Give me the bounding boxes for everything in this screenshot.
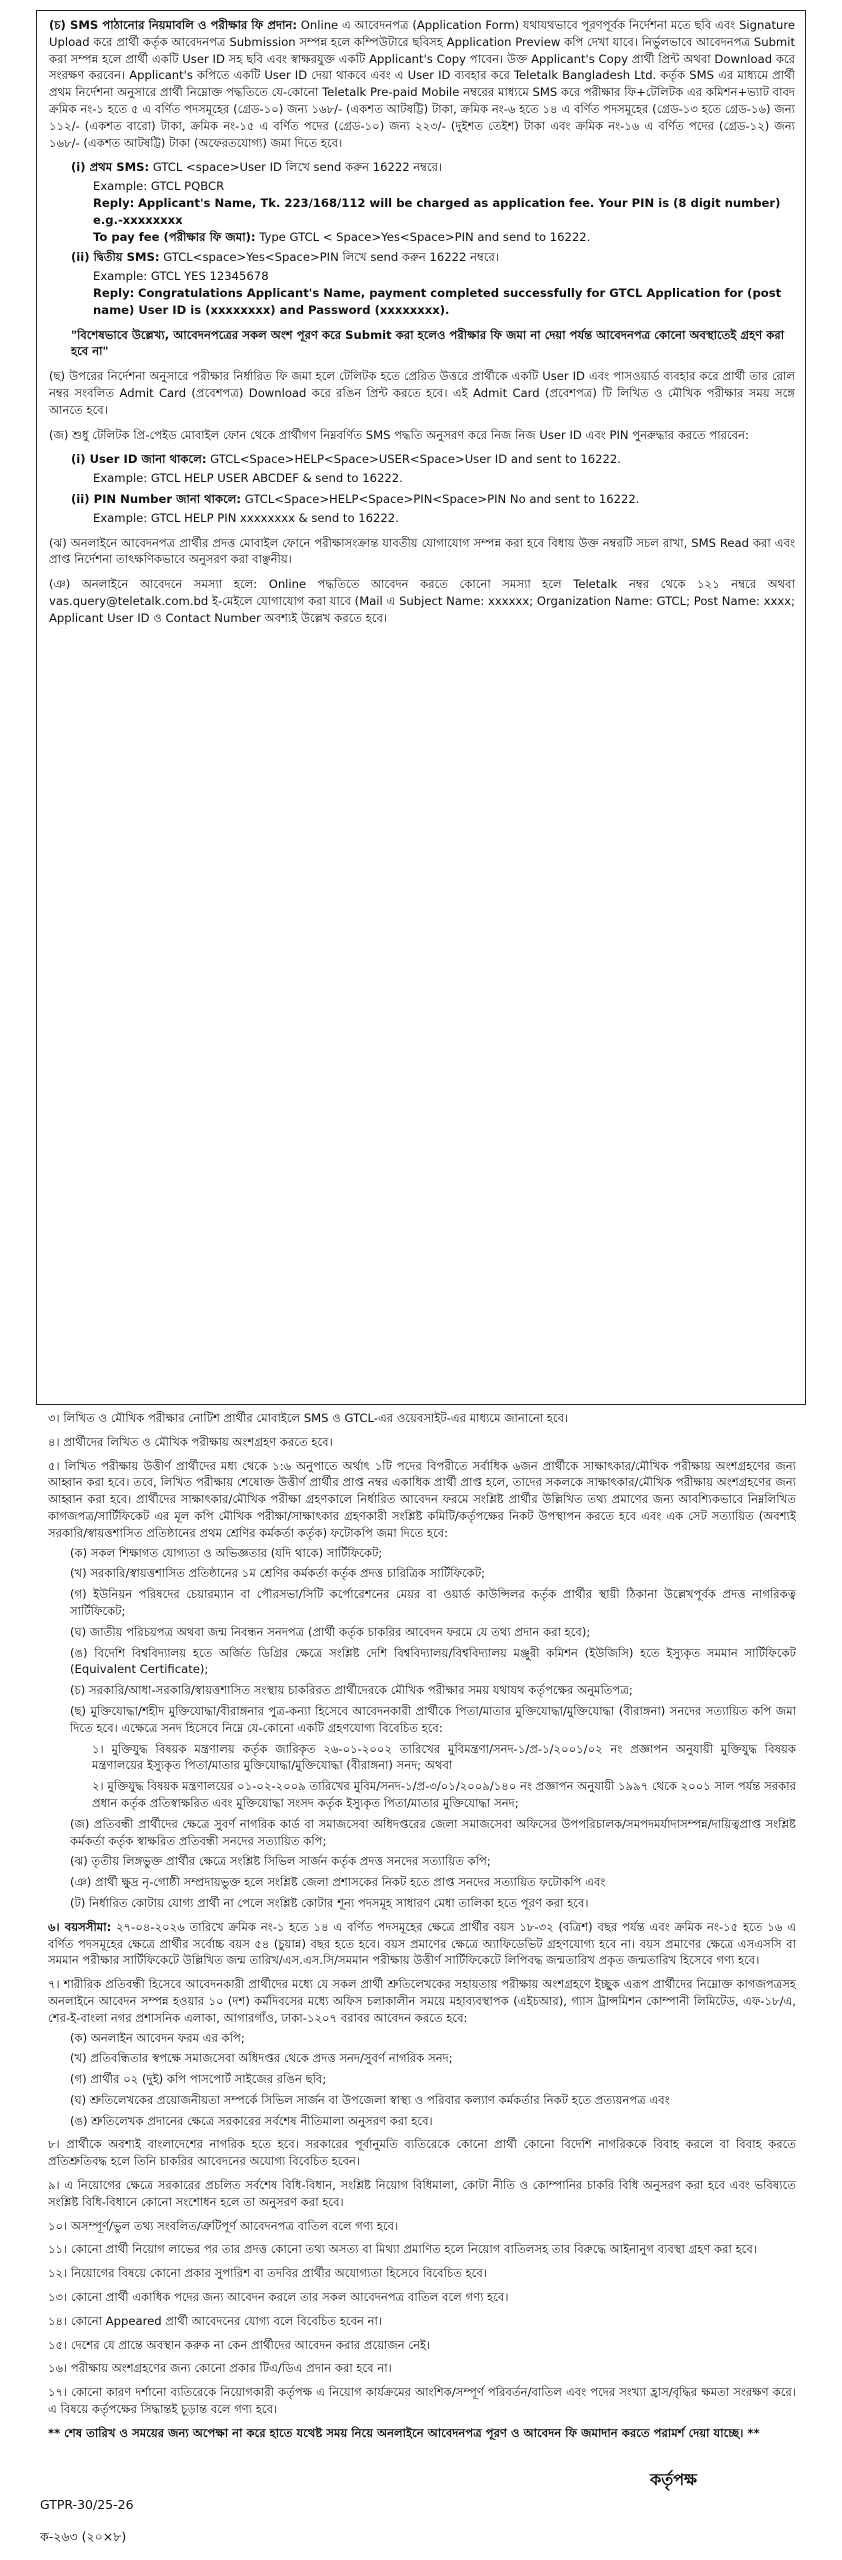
userid-recovery-example: Example: GTCL HELP USER ABCDEF & send to 16222. <box>93 471 403 486</box>
item-5-list <box>48 1545 796 1737</box>
age-limit-label: ৬। বয়সসীমা: <box>48 1919 112 1934</box>
list-item: ২। মুক্তিযুদ্ধ বিষয়ক মন্ত্রণালয়ের ০১-০২-২০০৯ তারিখের মুবিম/সনদ-১/প্র-৩/০১/২০০৯/১৪০ নং প্রজ্ঞাপন অনুযায়ী ১৯৯৭ থেকে ২০০১ সাল পর্যন্ত সরকার প্রধান কর্তৃক প্রতিস্বাক্ষরিত এবং মুক্তিযোদ্ধা সংসদ কর্তৃক ইস্যুকৃত পিতা/মাতার মুক্তিযোদ্ধা সনদ; <box>92 1779 796 1810</box>
sms-rules-body: Online এ আবেদনপত্র (Application Form) যথাযথভাবে পূরণপূর্বক নির্দেশনা মতে ছবি এবং Signature Upload করে প্রার্থী কর্তৃক আবেদনপত্র Submission সম্পন্ন হলে কম্পিউটারে ছবিসহ Application Preview কপি দেখা যাবে। নির্ভুলভাবে আবেদনপত্র Submit করা সম্পন্ন হলে প্রার্থী একটি User ID সহ ছবি এবং স্বাক্ষরযুক্ত একটি Applicant's Copy পাবেন। উক্ত Applicant's Copy প্রার্থী প্রিন্ট অথবা Download করে সংরক্ষণ করবেন। Applicant's কপিতে একটি User ID দেয়া থাকবে এবং এ User ID ব্যবহার করে Teletalk Bangladesh Ltd. কর্তৃক SMS এর মাধ্যমে প্রার্থী প্রথম নির্দেশনা অনুসারে প্রার্থী নিম্নোক্ত পদ্ধতিতে যে-কোনো Teletalk Pre-paid Mobile নম্বরের মাধ্যমে SMS করে পরীক্ষার ফি+টেলিটক এর কমিশন+ভ্যাট বাবদ ক্রমিক নং-১ হতে ৫ এ বর্ণিত পদসমূহের (গ্রেড-১০) জন্য ১৬৮/- (একশত আটষট্টি) টাকা, ক্রমিক নং-৬ হতে ১৪ এ বর্ণিত পদসমূহের (গ্রেড-১৩ হতে গ্রেড-১৬) জন্য ১১২/- (একশত বারো) টাকা, ক্রমিক নং-১৫ এ বর্ণিত পদের (গ্রেড-১০) জন্য ২২৩/- (দুইশত তেইশ) টাকা এবং ক্রমিক নং-১৬ এ বর্ণিত পদের (গ্রেড-১২) জন্য ১৬৮/- (একশত আটষট্টি) টাকা (অফেরতযোগ্য) জমা দিতে হবে। <box>49 18 795 150</box>
item-3: ৩। লিখিত ও মৌখিক পরীক্ষার নোটিশ প্রার্থীর মোবাইলে SMS ও GTCL-এর ওয়েবসাইট-এর মাধ্যমে জানানো হবে। <box>48 1411 569 1425</box>
item-16: ১৬। পরীক্ষায় অংশগ্রহণের জন্য কোনো প্রকার টিএ/ডিএ প্রদান করা হবে না। <box>48 2361 392 2376</box>
first-sms-reply: Applicant's Name, Tk. 223/168/112 will be charged as application fee. Your PIN is (8 digit number) e.g.-xxxxxxxx <box>93 195 781 227</box>
list-item: (ক) অনলাইন আবেদন ফরম এর কপি; <box>70 2030 245 2045</box>
first-sms-text: GTCL <space>User ID লিখে send করুন 16222 নম্বরে। <box>152 160 443 175</box>
list-item: (ঙ) শ্রুতিলেখক প্রদানের ক্ষেত্রে সরকারের সর্বশেষ নীতিমালা অনুসরণ করা হবে। <box>70 2113 433 2128</box>
item-6 <box>48 1919 796 1969</box>
list-item: ১। মুক্তিযুদ্ধ বিষয়ক মন্ত্রণালয় কর্তৃক জারিকৃত ২৬-০১-২০০২ তারিখের মুবিমন্ত্রণা/সনদ-১/প্র-১/২০০১/০২ নং প্রজ্ঞাপন অনুযায়ী মুক্তিযুদ্ধ বিষয়ক মন্ত্রণালয়ের ইস্যুকৃত পিতা/মাতার মুক্তিযোদ্ধা/মুক্তিযোদ্ধা (বীরাঙ্গনা) সনদ; অথবা <box>92 1741 796 1773</box>
second-sms-example: Example: GTCL YES 12345678 <box>93 269 269 284</box>
first-sms-example: Example: GTCL PQBCR <box>93 179 225 194</box>
item-5: ৫। লিখিত পরীক্ষায় উত্তীর্ণ প্রার্থীদের মধ্য থেকে ১:৬ অনুপাতে অর্থাৎ ১টি পদের বিপরীতে সর্বাধিক ৬জন প্রার্থীকে সাক্ষাৎকার/মৌখিক পরীক্ষায় অংশগ্রহণের জন্য আহ্বান করা হবে। তবে, লিখিত পরীক্ষায় শেষোক্ত উত্তীর্ণ প্রার্থীর প্রাপ্ত নম্বর একাধিক প্রার্থী প্রাপ্ত হলে, তাদের সকলকে সাক্ষাৎকার/মৌখিক পরীক্ষায় অংশগ্রহণের জন্য আহ্বান করা হবে। প্রার্থীদের সাক্ষাৎকার/মৌখিক পরীক্ষা গ্রহণকালে নির্ধারিত আবেদন ফরমে সংশ্লিষ্ট প্রার্থীর উল্লিখিত তথ্য প্রমাণের জন্য আবশ্যিকভাবে নিম্নলিখিত কাগজপত্র/সার্টিফিকেট এর মূল কপি মৌখিক পরীক্ষা/সাক্ষাৎকার গ্রহণকারী সংশ্লিষ্ট কমিটি/কর্তৃপক্ষের নিকট উপস্থাপন করতে হবে এবং এক সেট সত্যায়িত (অবশ্যই সরকারি/স্বায়ত্তশাসিত প্রতিষ্ঠানের প্রথম শ্রেণির কর্মকর্তা কর্তৃক) ফটোকপি জমা দিতে হবে: <box>48 1458 796 1540</box>
list-item: (গ) ইউনিয়ন পরিষদের চেয়ারম্যান বা পৌরসভা/সিটি কর্পোরেশনের মেয়র বা ওয়ার্ড কাউন্সিলর কর্তৃক প্রার্থীর স্থায়ী ঠিকানা উল্লেখপূর্বক প্রদত্ত নাগরিকত্ব সার্টিফিকেট; <box>70 1587 796 1618</box>
item-5-list-continued <box>48 1816 796 1912</box>
ka-code: ক-২৬৩ (২০×৮) <box>40 2529 127 2544</box>
sms-rules-title: (চ) SMS পাঠানোর নিয়মাবলি ও পরীক্ষার ফি প্রদান: <box>49 18 298 32</box>
list-item: (ঘ) জাতীয় পরিচয়পত্র অথবা জন্ম নিবন্ধন সনদপত্র (প্রার্থী কর্তৃক চাকরির আবেদন ফরমে যে তথ্য প্রদান করা হবে); <box>70 1624 591 1639</box>
mobile-contact-paragraph: (ঝ) অনলাইনে আবেদনপত্র প্রার্থীর প্রদত্ত মোবাইল ফোনে পরীক্ষাসংক্রান্ত যাবতীয় যোগাযোগ সম্পন্ন করা হবে বিধায় উক্ত নম্বরটি সচল রাখা, SMS Read করা এবং প্রাপ্ত নির্দেশনা তাৎক্ষণিকভাবে অনুসরণ করা বাঞ্ছনীয়। <box>49 535 795 567</box>
admit-card-paragraph: (ছ) উপরের নির্দেশনা অনুসারে পরীক্ষার নির্ধারিত ফি জমা হলে টেলিটক হতে প্রেরিত উত্তরে প্রার্থীকে একটি User ID এবং পাসওয়ার্ড ব্যবহার করে প্রার্থী তার রোল নম্বর সংবলিত Admit Card (প্রবেশপত্র) Download করে রঙিন প্রিন্ট করতে হবে। এই Admit Card (প্রবেশপত্র) টি লিখিত ও মৌখিক পরীক্ষার সময় সঙ্গে আনতে হবে। <box>49 369 795 417</box>
list-item: (ঞ) প্রার্থী ক্ষুদ্র নৃ-গোষ্ঠী সম্প্রদায়ভুক্ত হলে সংশ্লিষ্ট জেলা প্রশাসকের নিকট হতে প্রাপ্ত সনদের সত্যায়িত ফটোকপি এবং <box>70 1875 606 1890</box>
item-4: ৪। প্রার্থীদের লিখিত ও মৌখিক পরীক্ষায় অংশগ্রহণ করতে হবে। <box>48 1434 333 1449</box>
gtpr-code: GTPR-30/25-26 <box>40 2497 134 2512</box>
general-conditions <box>36 1410 806 2449</box>
list-item: (ক) সকল শিক্ষাগত যোগ্যতা ও অভিজ্ঞতার (যদি থাকে) সার্টিফিকেট; <box>70 1545 383 1560</box>
second-sms-reply-label: Reply: <box>93 285 135 300</box>
list-item: (গ) প্রার্থীর ০২ (দুই) কপি পাসপোর্ট সাইজের রঙিন ছবি; <box>70 2072 327 2087</box>
pay-fee-label: To pay fee (পরীক্ষার ফি জমা): <box>93 229 256 244</box>
first-sms-block <box>49 159 795 360</box>
item-7: ৭। শারীরিক প্রতিবন্ধী হিসেবে আবেদনকারী প্রার্থীদের মধ্যে যে সকল প্রার্থী শ্রুতিলেখকের সহায়তায় পরীক্ষায় অংশগ্রহণে ইচ্ছুক এরূপ প্রার্থীদের নিম্নোক্ত কাগজপত্রসহ অনলাইনে আবেদন সম্পন্ন হওয়ার ১০ (দশ) কর্মদিবসের মধ্যে অফিস চলাকালীন সময়ে মহাব্যবস্থাপক (এইচআর), গ্যাস ট্রান্সমিশন কোম্পানী লিমিটেড, এফ-১৮/এ, শের-ই-বাংলা নগর প্রশাসনিক এলাকা, আগারগাঁও, ঢাকা-১২০৭ বরাবর আবেদন করতে হবে: <box>48 1977 796 2025</box>
fee-warning: "বিশেষভাবে উল্লেখ্য, আবেদনপত্রের সকল অংশ পূরণ করে Submit করা হলেও পরীক্ষার ফি জমা না দেয়া পর্যন্ত আবেদনপত্র কোনো অবস্থাতেই গ্রহণ করা হবে না" <box>71 327 785 359</box>
userid-recovery-text: GTCL<Space>HELP<Space>USER<Space>User ID and sent to 16222. <box>210 452 621 467</box>
item-8: ৮। প্রার্থীকে অবশ্যই বাংলাদেশের নাগরিক হতে হবে। সরকারের পূর্বানুমতি ব্যতিরেকে কোনো প্রার্থী কোনো বিদেশি নাগরিককে বিবাহ করলে বা বিবাহ করতে প্রতিশ্রুতিবদ্ধ হলে তিনি চাকরির আবেদনের অযোগ্য বিবেচিত হবেন। <box>48 2137 796 2169</box>
list-item: (ঘ) শ্রুতিলেখকের প্রয়োজনীয়তা সম্পর্কে সিভিল সার্জন বা উপজেলা স্বাস্থ্য ও পরিবার কল্যাণ কর্মকর্তার নিকট হতে প্রত্যয়নপত্র এবং <box>70 2092 670 2107</box>
list-item: (ছ) মুক্তিযোদ্ধা/শহীদ মুক্তিযোদ্ধা/বীরাঙ্গনার পুত্র-কন্যা হিসেবে আবেদনকারী প্রার্থীকে পিতা/মাতার মুক্তিযোদ্ধা/মুক্তিযোদ্ধা (বীরাঙ্গনা) সনদের সত্যায়িত কপি জমা দিতে হবে। এক্ষেত্রে সনদ হিসেবে নিম্নে যে-কোনো একটি গ্রহণযোগ্য বিবেচিত হবে: <box>70 1703 796 1735</box>
instructions-box <box>36 10 806 1405</box>
recovery-block <box>49 451 795 526</box>
age-limit-body: ২৭-০৪-২০২৬ তারিখে ক্রমিক নং-১ হতে ১৪ এ বর্ণিত পদসমূহের ক্ষেত্রে প্রার্থীর বয়স ১৮-৩২ (বত্রিশ) বছর পর্যন্ত এবং ক্রমিক নং-১৫ হতে ১৬ এ বর্ণিত পদসমূহের ক্ষেত্রে প্রার্থীর সর্বোচ্চ বয়স ৫৪ (চুয়ান্ন) বছর হতে হবে। বয়স প্রমাণের ক্ষেত্রে অ্যাফিডেভিট গ্রহণযোগ্য হবে না। বয়স প্রমাণের ক্ষেত্রে এসএসসি বা সমমান পরীক্ষার সার্টিফিকেটে উল্লিখিত জন্ম তারিখ/এস.এস.সি/সমমান পরীক্ষায় উত্তীর্ণ সার্টিফিকেটে লিপিবদ্ধ জন্মতারিখ প্রকৃত জন্মতারিখ হিসেবে গণ্য হবে। <box>48 1919 797 1968</box>
second-sms-reply: Congratulations Applicant's Name, payment completed successfully for GTCL Application for (post name) User ID is (xxxxxxxx) and Password (xxxxxxxx). <box>93 285 782 317</box>
online-problem-paragraph: (ঞ) অনলাইনে আবেদনে সমস্যা হলে: Online পদ্ধতিতে আবেদন করতে কোনো সমস্যা হলে Teletalk নম্বর থেকে ১২১ নম্বরে অথবা vas.query@teletalk.com.bd ই-মেইলে যোগাযোগ করা যাবে (Mail এ Subject Name: xxxxxx; Organization Name: GTCL; Post Name: xxxx; Applicant User ID ও Contact Number অবশ্যই উল্লেখ করতে হবে। <box>49 577 795 625</box>
item-17: ১৭। কোনো কারণ দর্শানো ব্যতিরেকে নিয়োগকারী কর্তৃপক্ষ এ নিয়োগ কার্যক্রমের আংশিক/সম্পূর্ণ পরিবর্তন/বাতিল এবং পদের সংখ্যা হ্রাস/বৃদ্ধির ক্ষমতা সংরক্ষণ করে। এ বিষয়ে কর্তৃপক্ষের সিদ্ধান্তই চূড়ান্ত বলে গণ্য হবে। <box>48 2385 796 2417</box>
item-14: ১৪। কোনো Appeared প্রার্থী আবেদনের যোগ্য বলে বিবেচিত হবেন না। <box>48 2313 383 2328</box>
list-item: (জ) প্রতিবন্ধী প্রার্থীদের ক্ষেত্রে সুবর্ণ নাগরিক কার্ড বা সমাজসেবা অধিদপ্তরের জেলা সমাজসেবা অফিসের উপপরিচালক/সমপদমর্যাদাসম্পন্ন/দায়িত্বপ্রাপ্ত সংশ্লিষ্ট কর্মকর্তা কর্তৃক স্বাক্ষরিত প্রতিবন্ধী সনদের সত্যায়িত কপি; <box>70 1816 796 1848</box>
item-10: ১০। অসম্পূর্ণ/ভুল তথ্য সংবলিত/ত্রুটিপূর্ণ আবেদনপত্র বাতিল বলে গণ্য হবে। <box>48 2218 399 2233</box>
sms-rules-paragraph <box>49 17 795 151</box>
userid-recovery-label: (i) User ID জানা থাকলে: <box>71 452 207 467</box>
pay-fee-text: Type GTCL < Space>Yes<Space>PIN and send to 16222. <box>259 229 591 244</box>
item-9: ৯। এ নিয়োগের ক্ষেত্রে সরকারের প্রচলিত সর্বশেষ বিধি-বিধান, সংশ্লিষ্ট নিয়োগ বিধিমালা, কোটা নীতি ও কোম্পানির চাকরি বিধি অনুসরণ করা হবে এবং ভবিষ্যতে সংশ্লিষ্ট বিধি-বিধানে কোনো সংশোধন হলে তা অনুসরণ করা হবে। <box>48 2178 796 2209</box>
item-15: ১৫। দেশের যে প্রান্তে অবস্থান করুক না কেন প্রার্থীদের আবেদন করার প্রয়োজন নেই। <box>48 2337 431 2352</box>
list-item: (ঙ) বিদেশি বিশ্ববিদ্যালয় হতে অর্জিত ডিগ্রির ক্ষেত্রে সংশ্লিষ্ট দেশি বিশ্ববিদ্যালয়/বিশ্ববিদ্যালয় মঞ্জুরী কমিশন (ইউজিসি) হতে ইস্যুকৃত সমমান সার্টিফিকেট (Equivalent Certificate); <box>70 1645 796 1677</box>
pin-recovery-text: GTCL<Space>HELP<Space>PIN<Space>PIN No and sent to 16222. <box>244 491 640 506</box>
second-sms-text: GTCL<space>Yes<Space>PIN লিখে send করুন 16222 নম্বরে। <box>163 250 500 265</box>
pin-recovery-example: Example: GTCL HELP PIN xxxxxxxx & send to 16222. <box>93 510 399 525</box>
item-5-sublist <box>48 1741 796 1812</box>
first-sms-label: (i) প্রথম SMS: <box>71 160 150 175</box>
list-item: (খ) প্রতিবন্ধিতার স্বপক্ষে সমাজসেবা অধিদপ্তর থেকে প্রদত্ত সনদ/সুবর্ণ নাগরিক সনদ; <box>70 2051 453 2066</box>
list-item: (খ) সরকারি/স্বায়ত্তশাসিত প্রতিষ্ঠানের ১ম শ্রেণির কর্মকর্তা কর্তৃক প্রদত্ত চারিত্রিক সার্টিফিকেট; <box>70 1566 486 1581</box>
list-item: (চ) সরকারি/আধা-সরকারি/স্বায়ত্তশাসিত সংস্থায় চাকরিরত প্রার্থীদেরকে মৌখিক পরীক্ষার সময় যথাযথ কর্তৃপক্ষের অনুমতিপত্র; <box>70 1683 633 1698</box>
first-sms-reply-label: Reply: <box>93 195 135 210</box>
item-7-list <box>48 2030 796 2130</box>
item-12: ১২। নিয়োগের বিষয়ে কোনো প্রকার সুপারিশ বা তদবির প্রার্থীর অযোগ্যতা হিসেবে বিবেচিত হবে। <box>48 2266 487 2281</box>
item-13: ১৩। কোনো প্রার্থী একাধিক পদের জন্য আবেদন করলে তার সকল আবেদনপত্র বাতিল বলে গণ্য হবে। <box>48 2290 509 2305</box>
item-11: ১১। কোনো প্রার্থী নিয়োগ লাভের পর তার প্রদত্ত কোনো তথ্য অসত্য বা মিথ্যা প্রমাণিত হলে নিয়োগ বাতিলসহ তার বিরুদ্ধে আইনানুগ ব্যবস্থা গ্রহণ করা হবে। <box>48 2242 757 2257</box>
pin-recovery-label: (ii) PIN Number জানা থাকলে: <box>71 491 242 506</box>
advice-note: ** শেষ তারিখ ও সময়ের জন্য অপেক্ষা না করে হাতে যথেষ্ট সময় নিয়ে অনলাইনে আবেদনপত্র পূরণ ও আবেদন ফি জমাদান করতে পরামর্শ দেয়া যাচ্ছে। ** <box>48 2425 760 2440</box>
list-item: (ট) নির্ধারিত কোটায় যোগ্য প্রার্থী না পেলে সংশ্লিষ্ট কোটার শূন্য পদসমূহ সাধারণ মেধা তালিকা হতে পূরণ করা হবে। <box>70 1895 589 1910</box>
authority-signature: কর্তৃপক্ষ <box>650 2470 698 2489</box>
second-sms-label: (ii) দ্বিতীয় SMS: <box>71 250 160 265</box>
list-item: (ঝ) তৃতীয় লিঙ্গভুক্ত প্রার্থীর ক্ষেত্রে সংশ্লিষ্ট সিভিল সার্জন কর্তৃক প্রদত্ত সনদের সত্যায়িত কপি; <box>70 1854 491 1869</box>
recovery-paragraph: (জ) শুধু টেলিটক প্রি-পেইড মোবাইল ফোন থেকে প্রার্থীগণ নিম্নবর্ণিত SMS পদ্ধতি অনুসরণ করে নিজ নিজ User ID এবং PIN পুনরুদ্ধার করতে পারবেন: <box>49 427 749 442</box>
